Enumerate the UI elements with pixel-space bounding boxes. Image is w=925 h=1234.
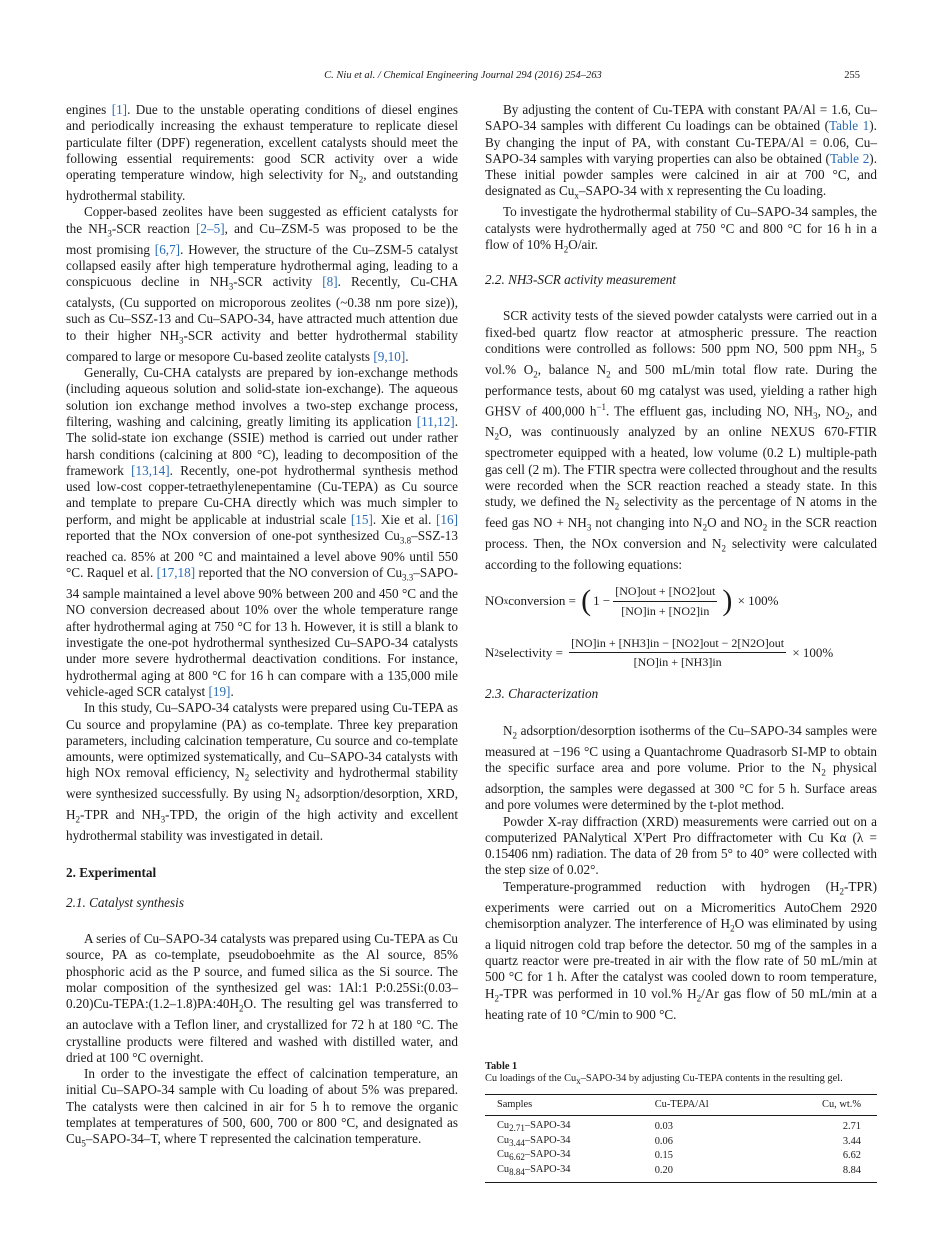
paragraph: In order to the investigate the effect of calcination temperature, an initial Cu–SAPO-34 sample with Cu loading of about 5% was prepared. The catalysts were then calcined in air for 5 h to remove the organic templates at temperatures of 500, 600, 700 or 800 °C, and designated as $Cu_5-SAPO-34-T$, where T represented the calcination temperature.	[66, 1066, 458, 1149]
table-row: $Cu_{3.44}-SAPO-34$ 0.06 3.44	[497, 1134, 861, 1148]
right-column	[485, 102, 877, 1183]
citation-link[interactable]: [9,10]	[373, 348, 406, 364]
column-header: Cu, wt.%	[769, 1094, 877, 1115]
table-row: $Cu_{8.84}-SAPO-34$ 0.20 8.84	[485, 1164, 877, 1183]
table-title: Table 1	[485, 1061, 518, 1073]
paragraph: By adjusting the content of Cu-TEPA with constant PA/Al = 1.6, Cu–SAPO-34 samples with different Cu loadings can be obtained (Table 1). By changing the input of PA, with constant Cu-TEPA/Al = 0.06, Cu–SAPO-34 samples with varying properties can also be obtained (Table 2). These initial powder samples were calcined in air at 700 °C, and designated as $Cu_x-SAPO-34$ with x representing the Cu loading.	[485, 102, 877, 202]
column-header: Cu-TEPA/Al	[643, 1094, 769, 1115]
table-row: $Cu_{2.71}-SAPO-34$ 0.03 2.71	[497, 1120, 861, 1134]
paragraph: Powder X-ray diffraction (XRD) measurements were carried out on a computerized PANalytical X'Pert Pro diffractometer with Cu Kα (λ = 0.15406 nm) radiation. The data of 2θ from 5° to 40° were collected with the step size of 0.02°.	[485, 813, 877, 878]
table-link[interactable]: Table 1	[829, 118, 870, 134]
citation-link[interactable]: [8]	[322, 274, 338, 290]
table-caption: Cu loadings of the $Cu_x-SAPO-34$ by adjusting Cu-TEPA contents in the resulting gel.	[485, 1073, 843, 1087]
page-header	[66, 70, 860, 90]
paragraph: In this study, Cu–SAPO-34 catalysts were prepared using Cu-TEPA as Cu source and propylamine (PA) as co-template. Three key preparation parameters, including calcination temperature, Cu source and co-template amounts, were optimized systematically, and Cu–SAPO-34 catalysts with high NOx removal efficiency, $N_2$ selectivity and hydrothermal stability were synthesized successfully. By using $N_2$ adsorption/desorption, XRD, $H_2$-TPR and $NH_3$-TPD, the origin of the high activity and excellent hydrothermal stability was investigated in detail.	[66, 700, 459, 844]
table-link[interactable]: Table 2	[829, 150, 870, 166]
paragraph: engines [1]. Due to the unstable operating conditions of diesel engines and periodically increasing the exhaust temperature to replicate diesel particulate filter (DPF) regeneration, excellent catalysts should meet the following essential requirements: good SCR activity over a wide operating temperature window, high selectivity for $N_2$, and outstanding hydrothermal stability.	[66, 102, 458, 204]
citation-link[interactable]: [6,7]	[154, 241, 181, 257]
paragraph: Copper-based zeolites have been suggested as efficient catalysts for the $NH_3$-SCR reaction [2–5], and Cu–ZSM-5 was proposed to be the most promising [6,7]. However, the structure of the Cu–ZSM-5 catalyst collapsed easily after high temperature hydrothermal aging, leading to a conspicuous decline in $NH_3$-SCR activity [8]. Recently, Cu-CHA catalysts, (Cu supported on microporous zeolites (~0.38 nm pore size)), such as Cu–SSZ-13 and Cu–SAPO-34, have attracted much attention due to their higher $NH_3$-SCR activity and better hydrothermal stability compared to large or mesopore Cu-based zeolite catalysts [9,10].	[66, 204, 459, 364]
column-header: Samples	[485, 1094, 643, 1115]
section-heading: 2. Experimental	[66, 864, 157, 880]
subsection-heading: 2.3. Characterization	[485, 686, 599, 702]
citation-link[interactable]: [15]	[350, 511, 373, 527]
table-1	[485, 1061, 877, 1183]
citation-link[interactable]: [17,18]	[156, 565, 196, 581]
paragraph: Temperature-programmed reduction with hydrogen $(H_2-TPR)$ experiments were carried out on a Micromeritics AutoChem 2920 chemisorption analyzer. The interference of $H_2O$ was eliminated by using a liquid nitrogen cold trap before the detector. 50 mg of the samples in a quartz reactor were pre-treated in air with the flow rate of 50 mL/min at 500 °C for 1 h. After the catalyst was cooled down to room temperature, $H_2$-TPR was performed in 10 vol.% $H_2/Ar$ gas flow of 50 mL/min at a heating rate of 10 °C/min to 900 °C.	[485, 878, 877, 1022]
paragraph: To investigate the hydrothermal stability of Cu–SAPO-34 samples, the catalysts were hydrothermally aged at 750 °C and 800 °C for 16 h in a flow of 10% $H_2O$/air.	[485, 204, 877, 255]
journal-citation: C. Niu et al. / Chemical Engineering Journal 294 (2016) 254–263	[324, 70, 602, 81]
table-row: $Cu_{6.62}-SAPO-34$ 0.15 6.62	[497, 1149, 861, 1163]
left-column	[66, 102, 458, 1152]
citation-link[interactable]: [2–5]	[196, 220, 225, 236]
paragraph: SCR activity tests of the sieved powder catalysts were carried out in a fixed-bed quartz flow reactor at atmospheric pressure. The reaction conditions were controlled as follows: 500 ppm NO, 500 ppm $NH_3$, 5 vol.% $O_2$, balance $N_2$ and 500 mL/min total flow rate. During the performance tests, about 60 mg catalyst was used, yielding a rather high GHSV of 400,000 $h^{-1}$. The effluent gas, including NO, $NH_3$, $NO_2$, and $N_2O$, was continuously analyzed by an online NEXUS 670-FTIR spectrometer equipped with a heated, low volume (0.2 L) multiple-path gas cell (2 m). The FTIR spectra were collected throughout and the results were recorded when the SCR reaction reached a steady state. In this study, we defined the $N_2$ selectivity as the percentage of N atoms in the feed gas NO + $NH_3$ not changing into $N_2O$ and $NO_2$ in the SCR reaction process. Then, the NOx conversion and $N_2$ selectivity were calculated according to the following equations:	[485, 308, 878, 572]
equation-n2-selectivity: N 2 selectivity = $\frac{\text{[NO]in + [NH3]in − [NO2]out − 2[N2O]out}}{[NO]in + [NH3]in}$ × 100%	[485, 635, 834, 670]
paragraph: Generally, Cu-CHA catalysts are prepared by ion-exchange methods (including aqueous solution and solid-state ion-exchange). The aqueous solution ion exchange method involves a two-step exchange process, filtering, washing and calcining, greatly limiting its application [11,12]. The solid-state ion exchange (SSIE) method is carried out under rather harsh conditions (calcining at 800 °C), leading to decomposition of the framework [13,14]. Recently, one-pot hydrothermal synthesis method used low-cost copper-tetraethylenepentamine (Cu-TEPA) as Cu source and template to prepare Cu-CHA directly which was much simpler to perform, and might be applicable at industrial scale [15]. Xie et al. [16] reported that the NOx conversion of one-pot synthesized $Cu_{3.8}-SSZ-13$ reached ca. 85% at 200 °C and maintained a level above 90% until 550 °C. Raquel et al. [17,18] reported that the NO conversion of $Cu_{3.3}-SAPO-34$ sample maintained a level above 90% between 200 and 450 °C and the NO conversion decreased about 10% over the whole temperature range after hydrothermal aging at 750 °C for 13 h. However, it is still a blank to investigate the one-pot hydrothermal synthesized Cu–SAPO-34 catalysts under more severe hydrothermal deactivation conditions. For instance, hydrothermal aging at 800 °C for 16 h can compare with a 135,000 mile vehicle-aged SCR catalyst [19].	[66, 365, 458, 699]
citation-link[interactable]: [16]	[436, 511, 458, 527]
subsection-heading: 2.2. NH3-SCR activity measurement	[485, 271, 677, 287]
citation-link[interactable]: [11,12]	[416, 413, 455, 429]
data-table	[485, 1094, 877, 1183]
citation-link[interactable]: [1]	[111, 102, 128, 117]
paragraph: A series of Cu–SAPO-34 catalysts was prepared using Cu-TEPA as Cu source, PA as co-template, pseudoboehmite as the Al source, 85% phosphoric acid as the P source, and fumed silica as the Si source. The molar composition of the synthesized gel was: 1Al:1 $P:0.25Si:(0.03-0.20)Cu-TEPA:(1.2-1.8)PA:40H_2O$. The resulting gel was transferred to an autoclave with a Teflon liner, and crystallized for 72 h at 180 °C. The crystalline products were filtered and washed with distilled water, and dried at 100 °C overnight.	[66, 931, 458, 1065]
citation-link[interactable]: [13,14]	[131, 462, 170, 478]
citation-link[interactable]: [19]	[208, 683, 231, 699]
page-number: 255	[844, 70, 860, 81]
equation-nox-conversion: NO x conversion = ( 1 − $\frac{\text{[NO]out + [NO2]out}}{[NO]in + [NO2]in}$ ) × 100%	[485, 584, 779, 618]
subsection-heading: 2.1. Catalyst synthesis	[66, 894, 184, 910]
paragraph: $N_2$ adsorption/desorption isotherms of the Cu–SAPO-34 samples were measured at −196 °C using a Quantachrome Quadrasorb SI-MP to obtain the specific surface area and pore volume. Prior to the $N_2$ physical adsorption, the samples were degassed at 300 °C for 5 h. Surface areas and pore volumes were determined by the t-plot method.	[485, 722, 878, 813]
